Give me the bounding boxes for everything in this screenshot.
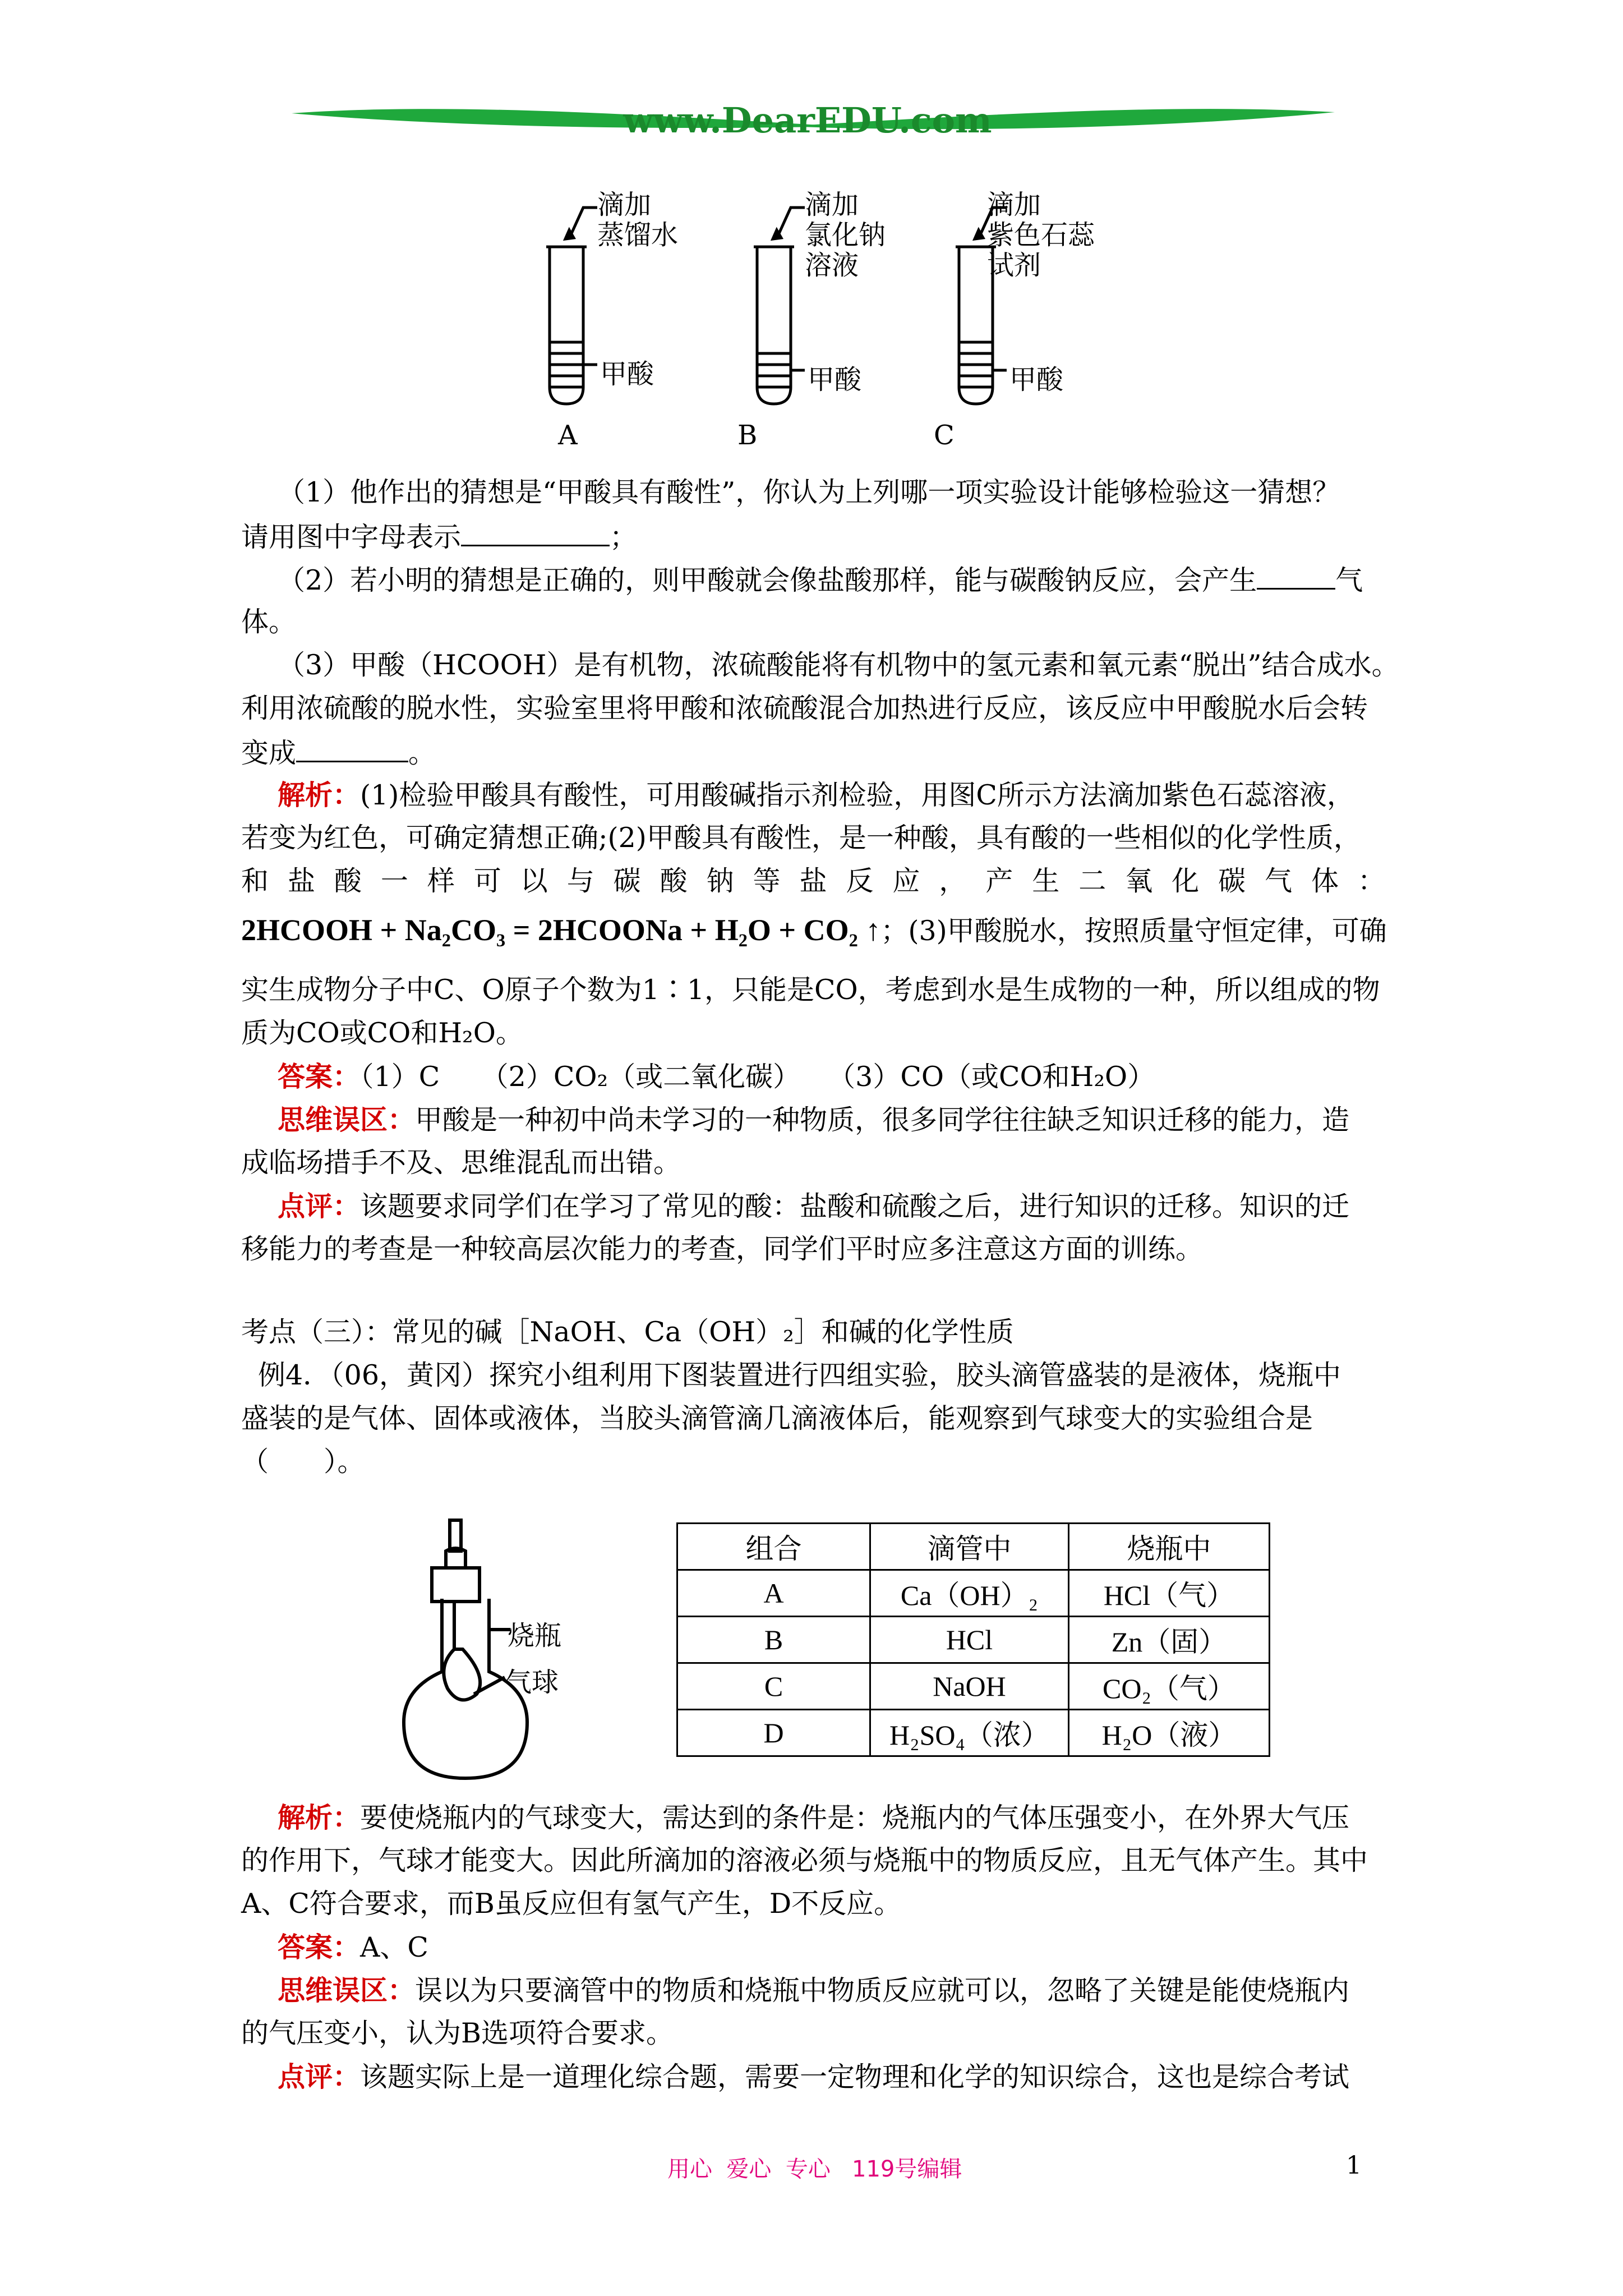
answer-blank-2[interactable] bbox=[1257, 562, 1335, 590]
table-header: 烧瓶中 bbox=[1069, 1524, 1270, 1570]
mistake-2-line2: 的气压变小，认为B选项符合要求。 bbox=[241, 2017, 674, 2049]
table-cell: NaOH bbox=[870, 1663, 1069, 1710]
table-cell: Zn（固） bbox=[1069, 1617, 1270, 1663]
answer-blank-3[interactable] bbox=[296, 735, 408, 762]
question-2-line2: 体。 bbox=[241, 606, 297, 638]
tube-c-letter: C bbox=[934, 420, 955, 451]
answer-1: 答案：（1）C （2）CO₂（或二氧化碳） （3）CO（或CO和H₂O） bbox=[278, 1060, 1155, 1093]
answer-2: 答案：A、C bbox=[278, 1931, 428, 1963]
table-cell: D bbox=[677, 1710, 870, 1756]
tube-a-content: 甲酸 bbox=[600, 358, 654, 390]
table-cell: HCl bbox=[870, 1617, 1069, 1663]
tube-a-reagent: 滴加 蒸馏水 bbox=[597, 189, 679, 251]
table-row bbox=[677, 1570, 1270, 1617]
example-4-line2: 盛装的是气体、固体或液体，当胶头滴管滴几滴液体后，能观察到气球变大的实验组合是 bbox=[241, 1402, 1313, 1434]
analysis-1-line5: 实生成物分子中C、O原子个数为1∶1，只能是CO，考虑到水是生成物的一种，所以组成的物 bbox=[241, 974, 1380, 1006]
test-tube-b bbox=[754, 208, 805, 404]
chemical-equation: 2HCOOH + Na₂CO₃ = 2HCOONa + H₂O + CO₂ ↑ bbox=[241, 913, 881, 947]
comment-1-line2: 移能力的考查是一种较高层次能力的考查，同学们平时应多注意这方面的训练。 bbox=[241, 1233, 1204, 1265]
table-row bbox=[677, 1663, 1270, 1710]
analysis-2-line1: 解析：要使烧瓶内的气球变大，需达到的条件是：烧瓶内的气体压强变小，在外界大气压 bbox=[278, 1801, 1350, 1834]
question-3-line3: 变成 。 bbox=[241, 735, 1413, 770]
section-3-title: 考点（三）：常见的碱［NaOH、Ca（OH）₂］和碱的化学性质 bbox=[241, 1316, 1014, 1348]
answer-blank-1[interactable] bbox=[461, 519, 610, 546]
example-4-line1: 例4．（06，黄冈）探究小组利用下图装置进行四组实验，胶头滴管盛装的是液体，烧瓶中 bbox=[258, 1359, 1341, 1391]
tube-c-reagent: 滴加 紫色石蕊 试剂 bbox=[987, 189, 1095, 281]
experiment-table bbox=[676, 1522, 1270, 1757]
test-tube-a bbox=[546, 208, 597, 404]
table-cell: B bbox=[677, 1617, 870, 1663]
tube-c-content: 甲酸 bbox=[1009, 364, 1064, 395]
table-header: 滴管中 bbox=[870, 1524, 1069, 1570]
question-2-line1: （2）若小明的猜想是正确的，则甲酸就会像盐酸那样，能与碳酸钠反应，会产生 气 bbox=[278, 562, 1450, 597]
table-cell: A bbox=[677, 1570, 870, 1617]
tube-b-letter: B bbox=[737, 420, 758, 451]
comment-2-line1: 点评：该题实际上是一道理化综合题，需要一定物理和化学的知识综合，这也是综合考试 bbox=[278, 2060, 1350, 2093]
analysis-1-equation-line: 2HCOOH + Na₂CO₃ = 2HCOONa + H₂O + CO₂ ↑；(3)甲酸脱水，按照质量守恒定律，可确 bbox=[241, 913, 1387, 947]
question-3-line1: （3）甲酸（HCOOH）是有机物，浓硫酸能将有机物中的氢元素和氧元素“脱出”结合成水。 bbox=[278, 649, 1399, 681]
table-cell: HCl（气） bbox=[1069, 1570, 1270, 1617]
question-3-line2: 利用浓硫酸的脱水性，实验室里将甲酸和浓硫酸混合加热进行反应，该反应中甲酸脱水后会转 bbox=[241, 692, 1368, 724]
question-1-line2: 请用图中字母表示 ； bbox=[241, 519, 1413, 554]
analysis-2-line3: A、C符合要求，而B虽反应但有氢气产生，D不反应。 bbox=[241, 1888, 902, 1920]
tube-b-reagent: 滴加 氯化钠 溶液 bbox=[805, 189, 886, 281]
analysis-1-line2: 若变为红色，可确定猜想正确;(2)甲酸具有酸性，是一种酸，具有酸的一些相似的化学性质， bbox=[241, 822, 1361, 854]
analysis-1-line6: 质为CO或CO和H₂O。 bbox=[241, 1017, 523, 1049]
analysis-label: 解析： bbox=[278, 779, 361, 811]
balloon-label: 气球 bbox=[505, 1667, 559, 1698]
mistake-2-line1: 思维误区：误以为只要滴管中的物质和烧瓶中物质反应就可以，忽略了关键是能使烧瓶内 bbox=[278, 1974, 1350, 2007]
table-cell: Ca（OH）₂ bbox=[870, 1570, 1069, 1617]
table-row bbox=[677, 1617, 1270, 1663]
table-cell: H₂SO₄（浓） bbox=[870, 1710, 1069, 1756]
analysis-1-line3: 和盐酸一样可以与碳酸钠等盐反应，产生二氧化碳气体： bbox=[241, 865, 1385, 897]
question-1-line1: （1）他作出的猜想是“甲酸具有酸性”，你认为上列哪一项实验设计能够检验这一猜想？ bbox=[278, 476, 1340, 508]
page-footer: 用心 爱心 专心 119号编辑 bbox=[667, 2156, 962, 2182]
table-row bbox=[677, 1710, 1270, 1756]
mistake-1-line1: 思维误区：甲酸是一种初中尚未学习的一种物质，很多同学往往缺乏知识迁移的能力，造 bbox=[278, 1103, 1350, 1136]
flask-label: 烧瓶 bbox=[508, 1620, 562, 1651]
example-4-line3: （ ）。 bbox=[241, 1446, 365, 1478]
table-header-row bbox=[677, 1524, 1270, 1570]
comment-1-line1: 点评：该题要求同学们在学习了常见的酸：盐酸和硫酸之后，进行知识的迁移。知识的迁 bbox=[278, 1190, 1350, 1222]
table-cell: H₂O（液） bbox=[1069, 1710, 1270, 1756]
page-number: 1 bbox=[1346, 2151, 1362, 2180]
analysis-1-line1: 解析：(1)检验甲酸具有酸性，可用酸碱指示剂检验，用图C所示方法滴加紫色石蕊溶液， bbox=[278, 779, 1354, 811]
tube-a-letter: A bbox=[558, 420, 578, 451]
mistake-1-line2: 成临场措手不及、思维混乱而出错。 bbox=[241, 1147, 681, 1179]
table-header: 组合 bbox=[677, 1524, 870, 1570]
site-logo-text: www.DearEDU.com bbox=[623, 100, 992, 141]
table-cell: C bbox=[677, 1663, 870, 1710]
tube-b-content: 甲酸 bbox=[808, 364, 862, 395]
analysis-2-line2: 的作用下，气球才能变大。因此所滴加的溶液必须与烧瓶中的物质反应，且无气体产生。其中 bbox=[241, 1844, 1368, 1876]
table-cell: CO₂（气） bbox=[1069, 1663, 1270, 1710]
